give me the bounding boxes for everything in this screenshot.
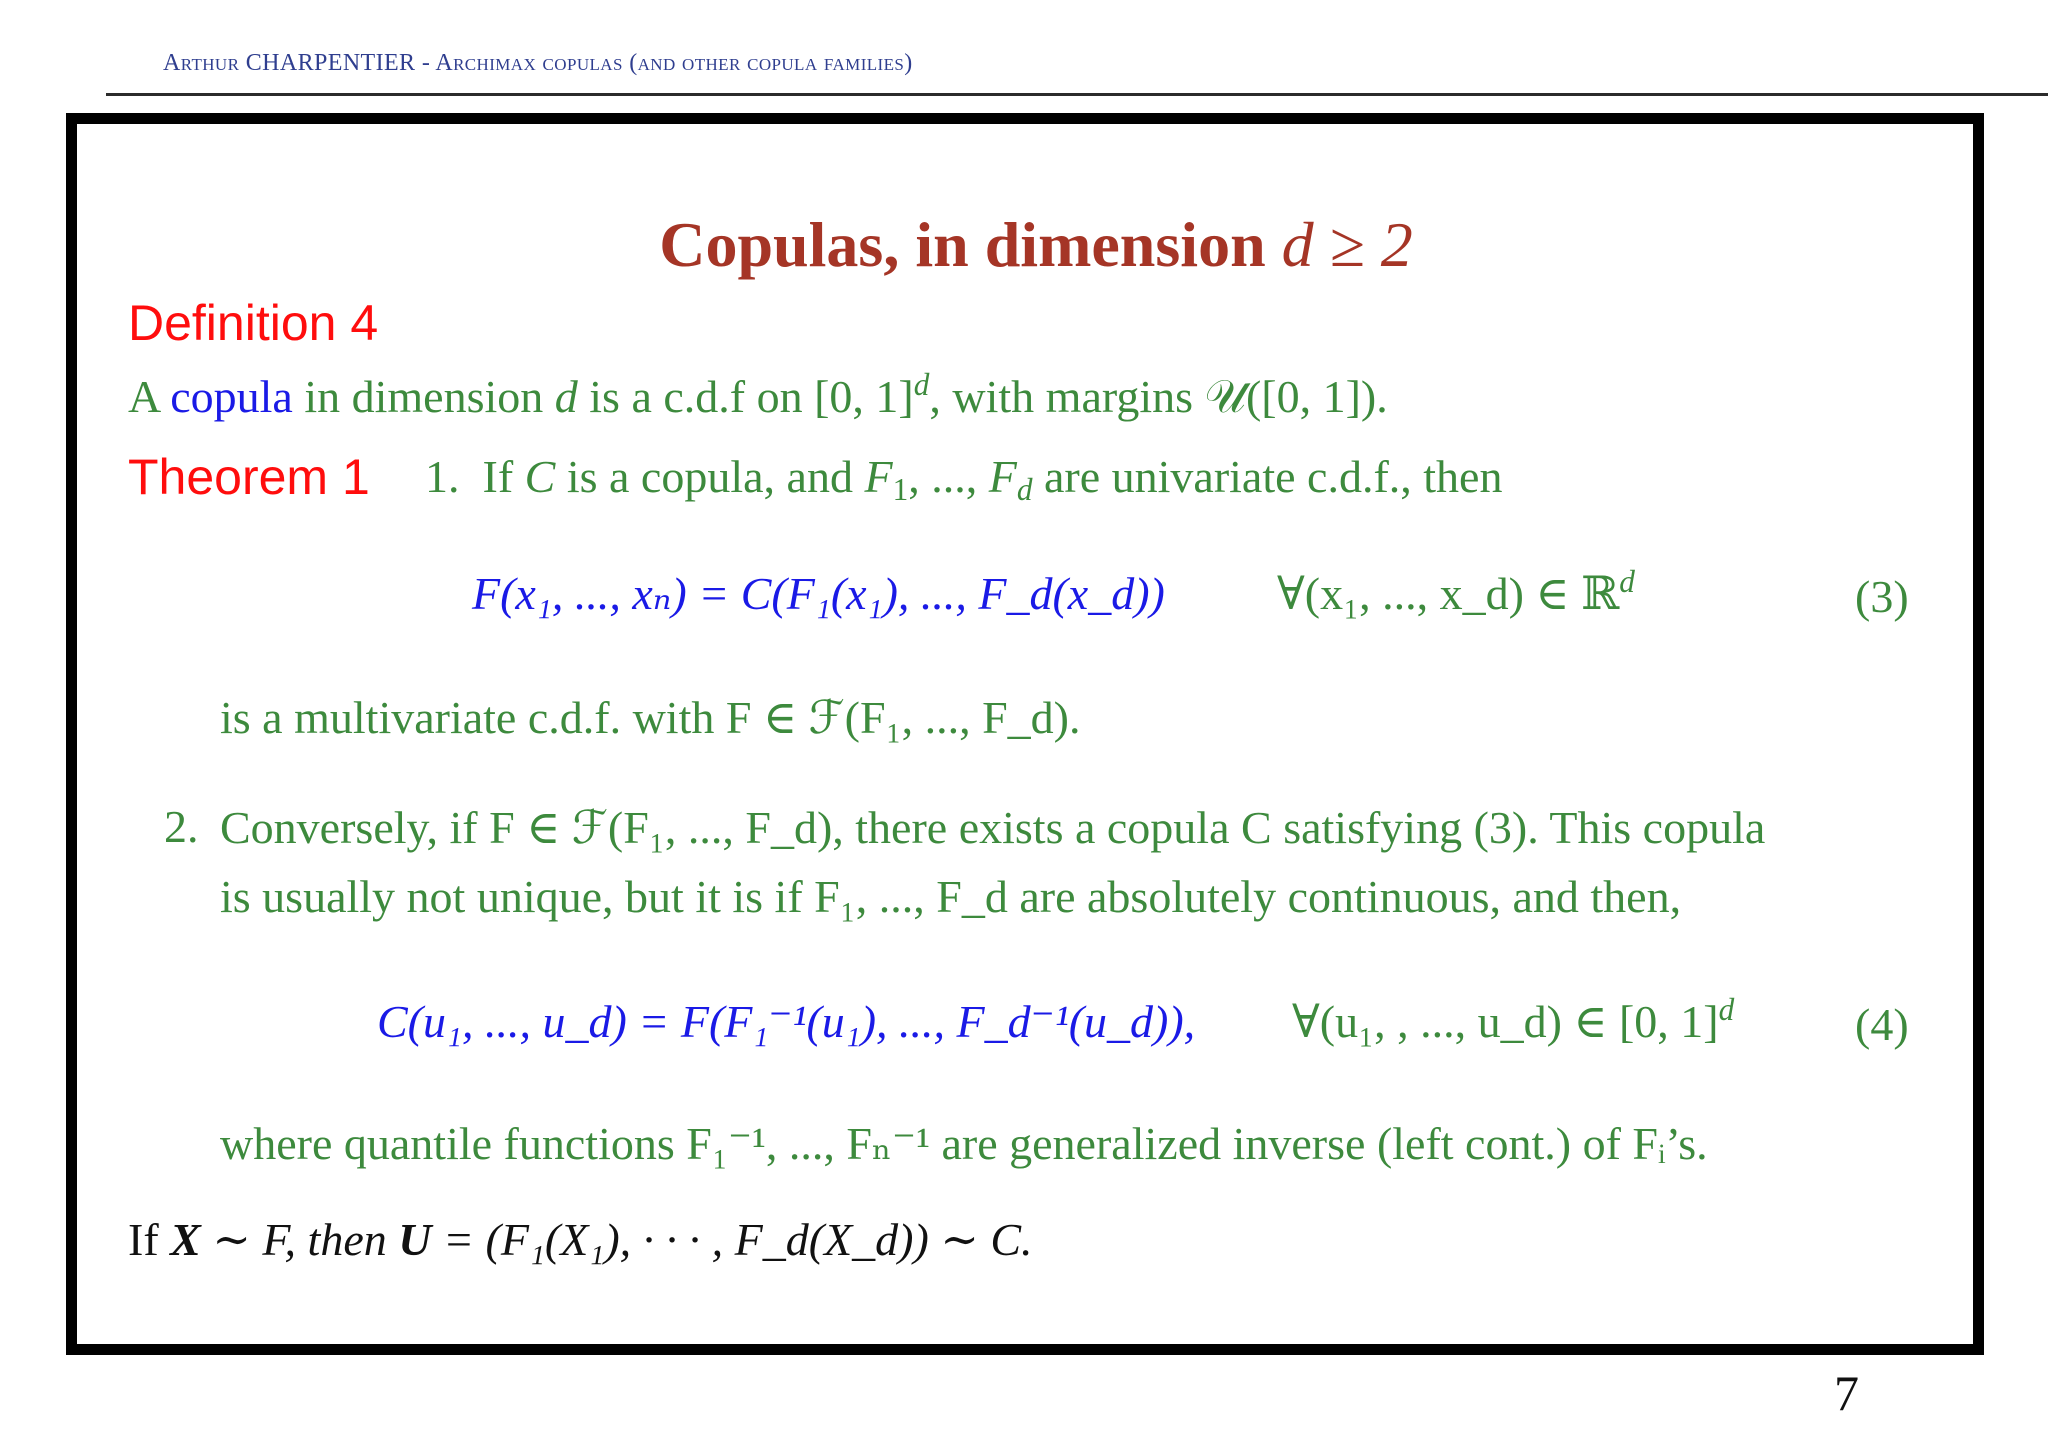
definition-domain-exponent: d [913,366,930,402]
final-dist-F: ∼ F, then [200,1214,399,1265]
item-1-dots: , ..., [908,451,989,502]
theorem-label: Theorem 1 [128,449,370,505]
page-number: 7 [1834,1365,1859,1421]
equation-3-rhs [1277,563,1635,620]
equation-4-rhs-text: ∀(u₁, , ..., u_d) ∈ [0, 1] [1292,996,1719,1047]
item-1-Fd-sub: d [1016,471,1033,507]
equation-3-number: (3) [1855,571,1909,622]
definition-domain: [0, 1] [814,371,914,422]
slide-frame [66,113,1984,1355]
equation-3-lhs: F(x₁, ..., xₙ) = C(F₁(x₁), ..., F_d(x_d)) [472,568,1165,619]
item-1-F1: F [864,451,893,502]
theorem-item-2-line-1: Conversely, if F ∈ ℱ(F₁, ..., F_d), there exists a copula C satisfying (3). This copula [220,802,1766,853]
final-if: If [128,1214,171,1265]
definition-d: d [554,371,578,422]
slide-title-text: Copulas, in dimension [659,209,1282,280]
item-1-Fd: F [988,451,1017,502]
final-U: U [398,1214,432,1265]
item-1-is-copula: is a copula, and [555,451,865,502]
final-rest: = (F₁(X₁), · · · , F_d(X_d)) ∼ C. [431,1214,1033,1265]
definition-margins: 𝒰([0, 1]) [1204,371,1377,422]
slide-title [77,208,1995,282]
definition-a: A [128,371,171,422]
definition-is-cdf: is a c.d.f on [577,371,815,422]
definition-text [128,366,1388,425]
theorem-item-1 [425,450,1503,507]
equation-4-rhs [1292,991,1735,1048]
header-rule [106,93,2048,96]
equation-4-number: (4) [1855,999,1909,1050]
quantile-functions-line: where quantile functions F₁⁻¹, ..., Fₙ⁻¹ are generalized inverse (left cont.) of Fᵢ’s. [220,1118,1708,1169]
theorem-item-2-line-2: is usually not unique, but it is if F₁, ..., F_d are absolutely continuous, and then, [220,871,1682,922]
definition-in-dimension: in dimension [292,371,555,422]
header-text: Arthur CHARPENTIER - Archimax copulas (and other copula families) [163,50,913,76]
equation-4-lhs: C(u₁, ..., u_d) = F(F₁⁻¹(u₁), ..., F_d⁻¹(u_d)), [377,996,1196,1047]
final-X: X [170,1214,201,1265]
equation-3-rhs-text: ∀(x₁, ..., x_d) ∈ ℝ [1277,568,1620,619]
item-1-if: If [482,451,525,502]
item-1-continuation: is a multivariate c.d.f. with F ∈ ℱ(F₁, ..., F_d). [220,692,1081,743]
definition-period: . [1376,371,1388,422]
definition-copula-term: copula [170,371,293,422]
definition-with-margins: , with margins [929,371,1205,422]
item-1-then: are univariate c.d.f., then [1032,451,1503,502]
theorem-item-2-number: 2. [164,801,199,852]
final-statement [128,1212,1033,1266]
equation-3-rhs-exponent: d [1619,563,1635,599]
item-1-F1-sub: 1 [892,471,909,507]
item-1-C: C [524,451,556,502]
slide-title-math: d ≥ 2 [1281,209,1413,280]
definition-label: Definition 4 [128,295,379,351]
item-1-number: 1. [425,451,460,502]
equation-4-rhs-exponent: d [1718,991,1735,1027]
running-header [163,50,913,77]
